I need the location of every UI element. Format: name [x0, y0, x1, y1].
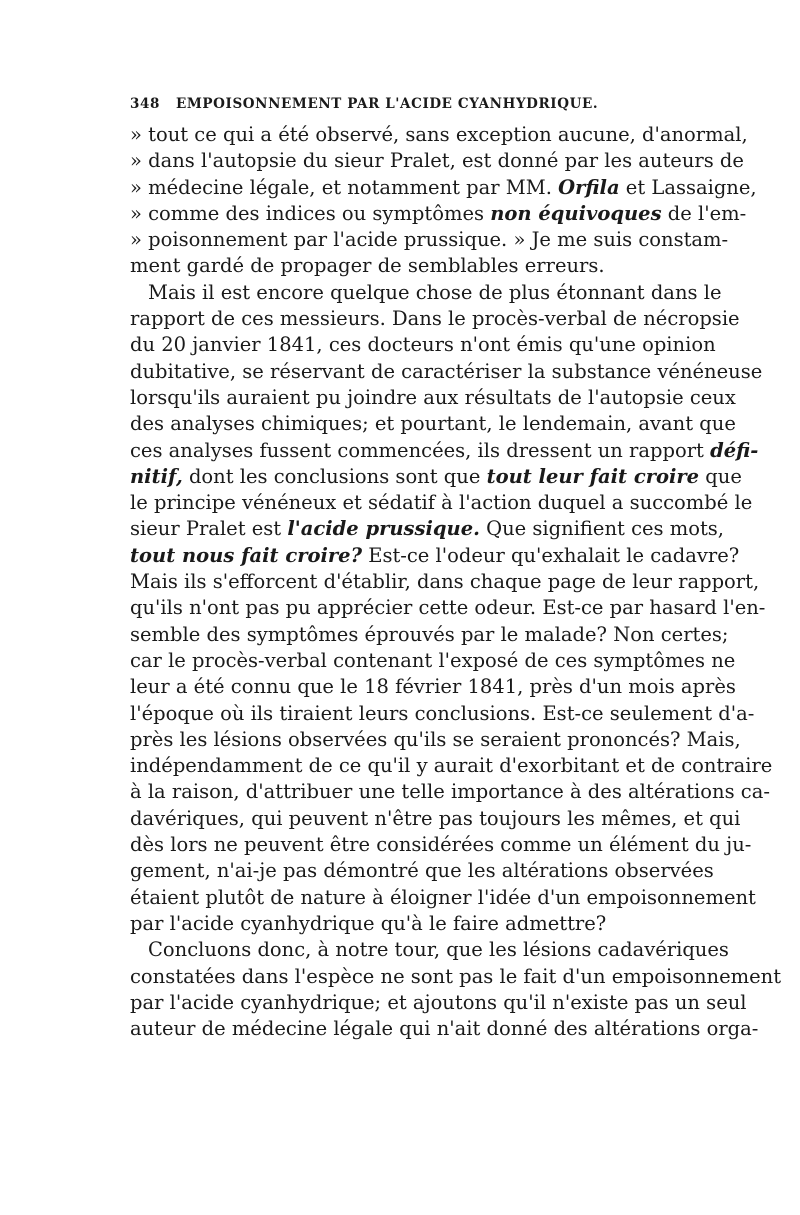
running-header: [130, 92, 670, 116]
text-line: gement, n'ai-je pas démontré que les altérations observées: [130, 859, 714, 883]
book-page: [130, 92, 782, 1042]
text-line: davériques, qui peuvent n'être pas toujours les mêmes, et qui: [130, 806, 741, 830]
text-line: Mais ils s'efforcent d'établir, dans chaque page de leur rapport,: [130, 570, 760, 594]
page-number: 348: [130, 96, 160, 112]
text-line: le principe vénéneux et sédatif à l'action duquel a succombé le: [130, 491, 753, 515]
text-line: lorsqu'ils auraient pu joindre aux résultats de l'autopsie ceux: [130, 385, 736, 409]
text-line: indépendamment de ce qu'il y aurait d'exorbitant et de contraire: [130, 754, 773, 778]
text-line: » dans l'autopsie du sieur Pralet, est donné par les auteurs de: [130, 149, 744, 173]
text-line: par l'acide cyanhydrique qu'à le faire admettre?: [130, 911, 607, 935]
text-line: l'époque où ils tiraient leurs conclusions. Est-ce seulement d'a-: [130, 701, 755, 725]
text-line: dubitative, se réservant de caractériser la substance vénéneuse: [130, 359, 763, 383]
text-line: dès lors ne peuvent être considérées comme un élément du ju-: [130, 833, 752, 857]
text-line: auteur de médecine légale qui n'ait donné des altérations orga-: [130, 1017, 759, 1041]
text-line: ces analyses fussent commencées, ils dressent un rapport défi-: [130, 438, 759, 462]
text-line: » médecine légale, et notamment par MM. Orfila et Lassaigne,: [130, 175, 757, 199]
paragraph: [130, 280, 773, 937]
text-line: qu'ils n'ont pas pu apprécier cette odeur. Est-ce par hasard l'en-: [130, 596, 766, 620]
text-line: » tout ce qui a été observé, sans exception aucune, d'anormal,: [130, 123, 748, 146]
text-line: » comme des indices ou symptômes non équivoques de l'em-: [130, 201, 747, 225]
paragraph: [130, 122, 757, 280]
text-line: par l'acide cyanhydrique; et ajoutons qu'il n'existe pas un seul: [130, 990, 747, 1014]
text-line: près les lésions observées qu'ils se seraient prononcés? Mais,: [130, 727, 741, 751]
text-line: Mais il est encore quelque chose de plus étonnant dans le: [148, 280, 722, 304]
text-line: à la raison, d'attribuer une telle importance à des altérations ca-: [130, 780, 770, 804]
text-line: rapport de ces messieurs. Dans le procès-verbal de nécropsie: [130, 307, 740, 331]
text-line: ment gardé de propager de semblables erreurs.: [130, 254, 605, 278]
text-line: constatées dans l'espèce ne sont pas le fait d'un empoisonnement: [130, 964, 782, 988]
text-line: Concluons donc, à notre tour, que les lésions cadavériques: [148, 938, 729, 962]
text-line: » poisonnement par l'acide prussique. » Je me suis constam-: [130, 228, 729, 252]
text-line: étaient plutôt de nature à éloigner l'idée d'un empoisonnement: [130, 885, 756, 909]
text-line: nitif, dont les conclusions sont que tout leur fait croire que: [130, 464, 742, 488]
text-line: sieur Pralet est l'acide prussique. Que signifient ces mots,: [130, 517, 725, 541]
text-line: du 20 janvier 1841, ces docteurs n'ont émis qu'une opinion: [130, 333, 716, 357]
text-line: des analyses chimiques; et pourtant, le lendemain, avant que: [130, 412, 736, 436]
text-line: leur a été connu que le 18 février 1841, près d'un mois après: [130, 675, 736, 699]
text-line: car le procès-verbal contenant l'exposé de ces symptômes ne: [130, 648, 736, 672]
body-text: [130, 122, 782, 1042]
paragraph: [130, 937, 782, 1042]
text-line: tout nous fait croire? Est-ce l'odeur qu'exhalait le cadavre?: [130, 543, 740, 567]
text-line: semble des symptômes éprouvés par le malade? Non certes;: [130, 622, 729, 646]
running-title: EMPOISONNEMENT PAR L'ACIDE CYANHYDRIQUE.: [175, 96, 599, 112]
